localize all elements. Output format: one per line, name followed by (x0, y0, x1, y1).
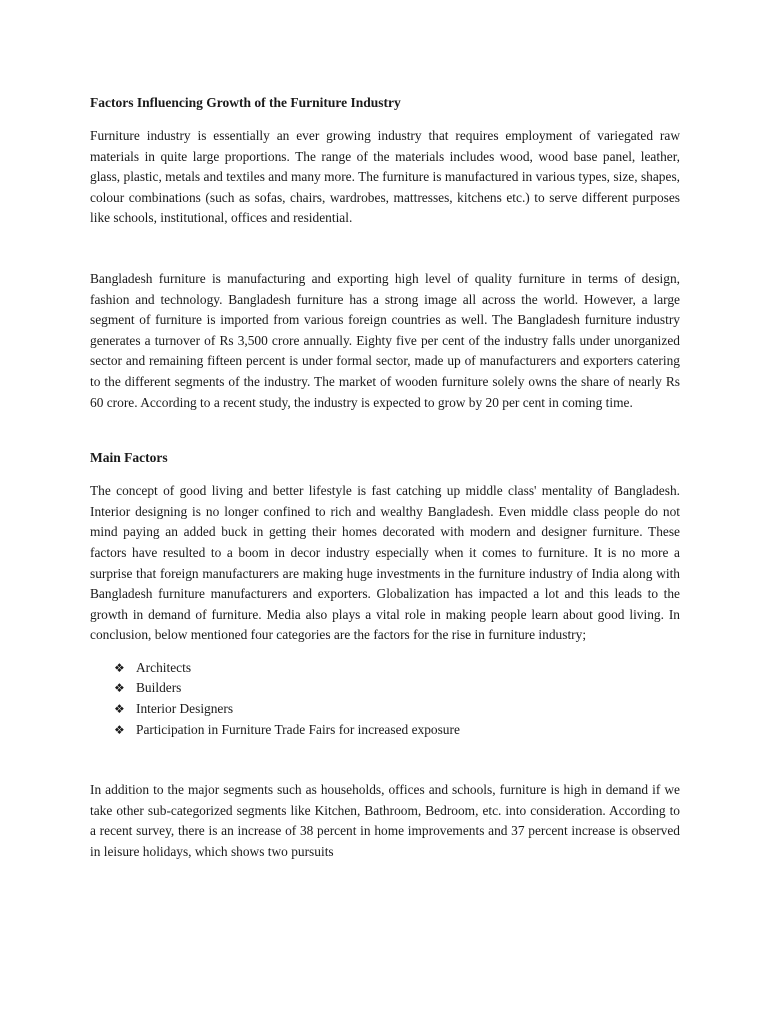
spacer (90, 229, 680, 269)
spacer (90, 413, 680, 449)
section-heading-main-factors: Main Factors (90, 450, 168, 466)
paragraph-segments: In addition to the major segments such as households, offices and schools, furniture is high in demand if we take other sub-categorized segments like Kitchen, Bathroom, Bedroom, etc. into consideration. According to a recent survey, there is an increase of 38 percent in home improvements and 37 percent increase is observed in leisure holidays, which shows two pursuits (90, 782, 680, 860)
list-item-label: Interior Designers (136, 701, 234, 717)
list-item-label: Architects (136, 659, 192, 675)
document-page (90, 94, 680, 863)
diamond-bullet-icon: ❖ (114, 660, 125, 675)
list-item-label: Builders (136, 680, 182, 696)
paragraph-materials: Furniture industry is essentially an ever growing industry that requires employment of variegated raw materials in quite large proportions. The range of the materials includes wood, wood base panel, leather, glass, plastic, metals and textiles and many more. The furniture is manufactured in various types, size, shapes, colour combinations (such as sofas, chairs, wardrobes, mattresses, kitchens etc.) to serve different purposes like schools, institutional, offices and residential. (90, 128, 680, 226)
list-item (114, 658, 680, 679)
list-item (114, 678, 680, 699)
list-item (114, 699, 680, 720)
spacer (90, 740, 680, 780)
paragraph-good-living: The concept of good living and better lifestyle is fast catching up middle class' mentality of Bangladesh. Interior designing is no longer confined to rich and wealthy Bangladesh. Even middle class people do not mind paying an added buck in getting their homes decorated with modern and designer furniture. These factors have resulted to a boom in decor industry especially when it comes to furniture. It is no more a surprise that foreign manufacturers are making huge investments in the furniture industry of India along with Bangladesh furniture manufacturers and exporters. Globalization has impacted a lot and this leads to the growth in demand of furniture. Media also plays a vital role in making people learn about good living. In conclusion, below mentioned four categories are the factors for the rise in furniture industry; (90, 483, 680, 643)
diamond-bullet-icon: ❖ (114, 722, 125, 737)
paragraph-bangladesh-furniture: Bangladesh furniture is manufacturing and exporting high level of quality furniture in terms of design, fashion and technology. Bangladesh furniture has a strong image all across the world. However, a large segment of furniture is imported from various foreign countries as well. The Bangladesh furniture industry generates a turnover of Rs 3,500 crore annually. Eighty five per cent of the industry falls under unorganized sector and remaining fifteen percent is under formal sector, made up of manufacturers and exporters catering to the different segments of the industry. The market of wooden furniture solely owns the share of nearly Rs 60 crore. According to a recent study, the industry is expected to grow by 20 per cent in coming time. (90, 270, 680, 410)
list-item (114, 720, 680, 741)
section-heading-factors: Factors Influencing Growth of the Furniture Industry (90, 95, 401, 110)
diamond-bullet-icon: ❖ (114, 702, 125, 717)
diamond-bullet-icon: ❖ (114, 681, 125, 696)
factor-list (90, 658, 680, 740)
list-item-label: Participation in Furniture Trade Fairs for increased exposure (136, 721, 460, 737)
